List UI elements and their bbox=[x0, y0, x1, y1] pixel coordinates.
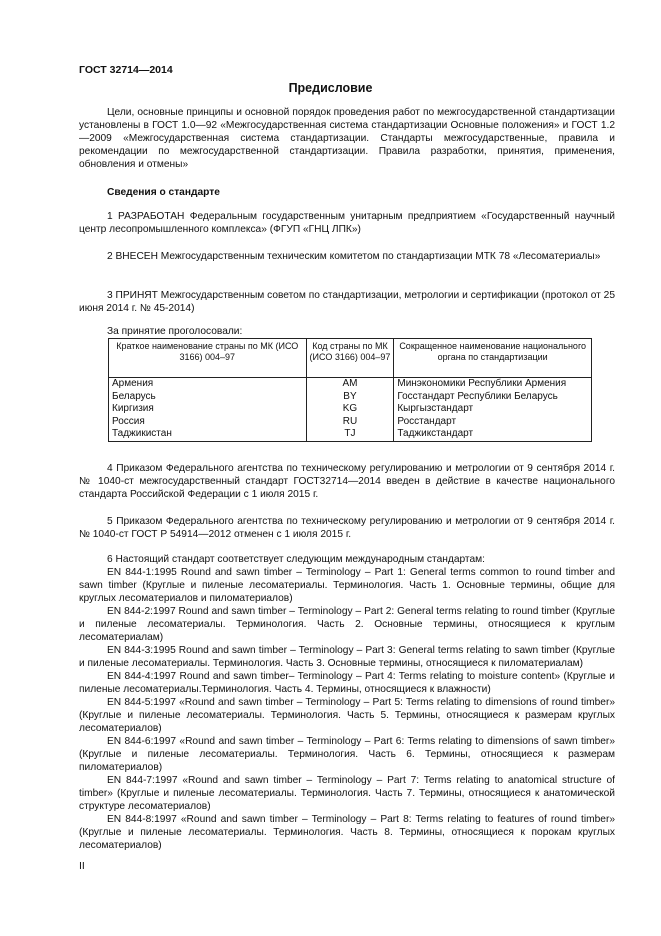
standard-id: ГОСТ 32714—2014 bbox=[79, 64, 173, 76]
en-ref-3: EN 844-3:1995 Round and sawn timber – Terminology – Part 3: General terms relating to sawn timber (Круглые и пиленые лесоматериалы. Терминология. Часть 3. Основные термины, относящиеся к пиломатериалам) bbox=[79, 645, 615, 669]
item-1-block bbox=[79, 210, 615, 236]
code-cell: KG bbox=[306, 403, 394, 416]
table-row bbox=[109, 403, 592, 416]
country-cell: Россия bbox=[109, 416, 307, 429]
voting-table bbox=[108, 338, 592, 442]
body-cell: Таджикстандарт bbox=[394, 428, 592, 441]
country-cell: Беларусь bbox=[109, 391, 307, 404]
en-ref-2: EN 844-2:1997 Round and sawn timber – Terminology – Part 2: General terms relating to round timber (Круглые и пиленые лесоматериалы. Терминология. Часть 2. Основные термины, относящиеся к круглым лесоматериалам) bbox=[79, 606, 615, 643]
item-6-block bbox=[79, 553, 615, 852]
header-country: Краткое наименование страны по МК (ИСО 3166) 004–97 bbox=[109, 339, 307, 378]
body-cell: Росстандарт bbox=[394, 416, 592, 429]
intro-block bbox=[79, 106, 615, 171]
body-cell: Минэкономики Республики Армения bbox=[394, 378, 592, 391]
item-1: 1 РАЗРАБОТАН Федеральным государственным унитарным предприятием «Государственный научный центр лесопромышленного комплекса» (ФГУП «ГНЦ ЛПК») bbox=[79, 211, 615, 235]
en-ref-8: EN 844-8:1997 «Round and sawn timber – Terminology – Part 8: Terms relating to features of round timber» (Круглые и пиленые лесоматериалы. Терминология. Часть 8. Термины, относящиеся к порокам круглых лесоматериалов) bbox=[79, 814, 615, 851]
code-cell: TJ bbox=[306, 428, 394, 441]
item-2-block bbox=[79, 250, 615, 263]
header-code: Код страны по МК (ИСО 3166) 004–97 bbox=[306, 339, 394, 378]
item-6-intro: 6 Настоящий стандарт соответствует следующим международным стандартам: bbox=[107, 554, 485, 565]
table-row bbox=[109, 378, 592, 391]
item-3: 3 ПРИНЯТ Межгосударственным советом по стандартизации, метрологии и сертификации (протокол от 25 июня 2014 г. № 45-2014) bbox=[79, 290, 615, 314]
page-number: II bbox=[79, 860, 85, 872]
code-cell: BY bbox=[306, 391, 394, 404]
en-ref-7: EN 844-7:1997 «Round and sawn timber – Terminology – Part 7: Terms relating to anatomical structure of timber» (Круглые и пиленые лесоматериалы. Терминология. Часть 7. Термины, относящиеся к анатомической структуре лесоматериалов) bbox=[79, 775, 615, 812]
item-5-block bbox=[79, 515, 615, 541]
country-cell: Армения bbox=[109, 378, 307, 391]
code-cell: AM bbox=[306, 378, 394, 391]
intro-paragraph: Цели, основные принципы и основной порядок проведения работ по межгосударственной стандартизации установлены в ГОСТ 1.0—92 «Межгосударственная система стандартизации Основные положения» и ГОСТ 1.2—2009 «Межгосударственная система стандартизации. Стандарты межгосударственные, правила и рекомендации по межгосударственной стандартизации. Правила разработки, принятия, применения, обновления и отмены» bbox=[79, 107, 615, 170]
country-cell: Таджикистан bbox=[109, 428, 307, 441]
section-heading-block bbox=[79, 186, 615, 199]
header-body: Сокращенное наименование национального органа по стандартизации bbox=[394, 339, 592, 378]
vote-label-block bbox=[79, 325, 615, 338]
table-row bbox=[109, 391, 592, 404]
item-4-block bbox=[79, 462, 615, 501]
en-ref-5: EN 844-5:1997 «Round and sawn timber – Terminology – Part 5: Terms relating to dimensions of round timber» (Круглые и пиленые лесоматериалы. Терминология. Часть 5. Термины, относящиеся к размерам круглых лесоматериалов) bbox=[79, 697, 615, 734]
section-heading: Сведения о стандарте bbox=[107, 187, 220, 198]
table-header-row bbox=[109, 339, 592, 378]
table-row bbox=[109, 416, 592, 429]
body-cell: Госстандарт Республики Беларусь bbox=[394, 391, 592, 404]
en-ref-6: EN 844-6:1997 «Round and sawn timber – Terminology – Part 6: Terms relating to dimensions of sawn timber» (Круглые и пиленые лесоматериалы. Терминология. Часть 6. Термины, относящиеся к размерам пиломатериалов) bbox=[79, 736, 615, 773]
vote-label: За принятие проголосовали: bbox=[107, 326, 243, 337]
en-ref-4: EN 844-4:1997 Round and sawn timber– Terminology – Part 4: Terms relating to moisture content» (Круглые и пиленые лесоматериалы.Терминология. Часть 4. Термины, относящиеся к влажности) bbox=[79, 671, 615, 695]
item-4: 4 Приказом Федерального агентства по техническому регулированию и метрологии от 9 сентября 2014 г. № 1040-ст межгосударственный стандарт ГОСТ32714—2014 введен в действие в качестве национального стандарта Российской Федерации с 1 июля 2015 г. bbox=[79, 463, 615, 500]
country-cell: Киргизия bbox=[109, 403, 307, 416]
table-row bbox=[109, 428, 592, 441]
item-3-block bbox=[79, 289, 615, 315]
en-ref-1: EN 844-1:1995 Round and sawn timber – Terminology – Part 1: General terms common to round timber and sawn timber (Круглые и пиленые лесоматериалы. Терминология. Часть 1. Основные термины, общие для круглых лесоматериалов и пиломатериалов) bbox=[79, 567, 615, 604]
body-cell: Кыргызстандарт bbox=[394, 403, 592, 416]
item-2: 2 ВНЕСЕН Межгосударственным техническим комитетом по стандартизации МТК 78 «Лесоматериалы» bbox=[107, 251, 601, 262]
item-5: 5 Приказом Федерального агентства по техническому регулированию и метрологии от 9 сентября 2014 г. № 1040-ст ГОСТ Р 54914—2012 отменен с 1 июля 2015 г. bbox=[79, 516, 615, 540]
code-cell: RU bbox=[306, 416, 394, 429]
page-title: Предисловие bbox=[288, 81, 373, 95]
